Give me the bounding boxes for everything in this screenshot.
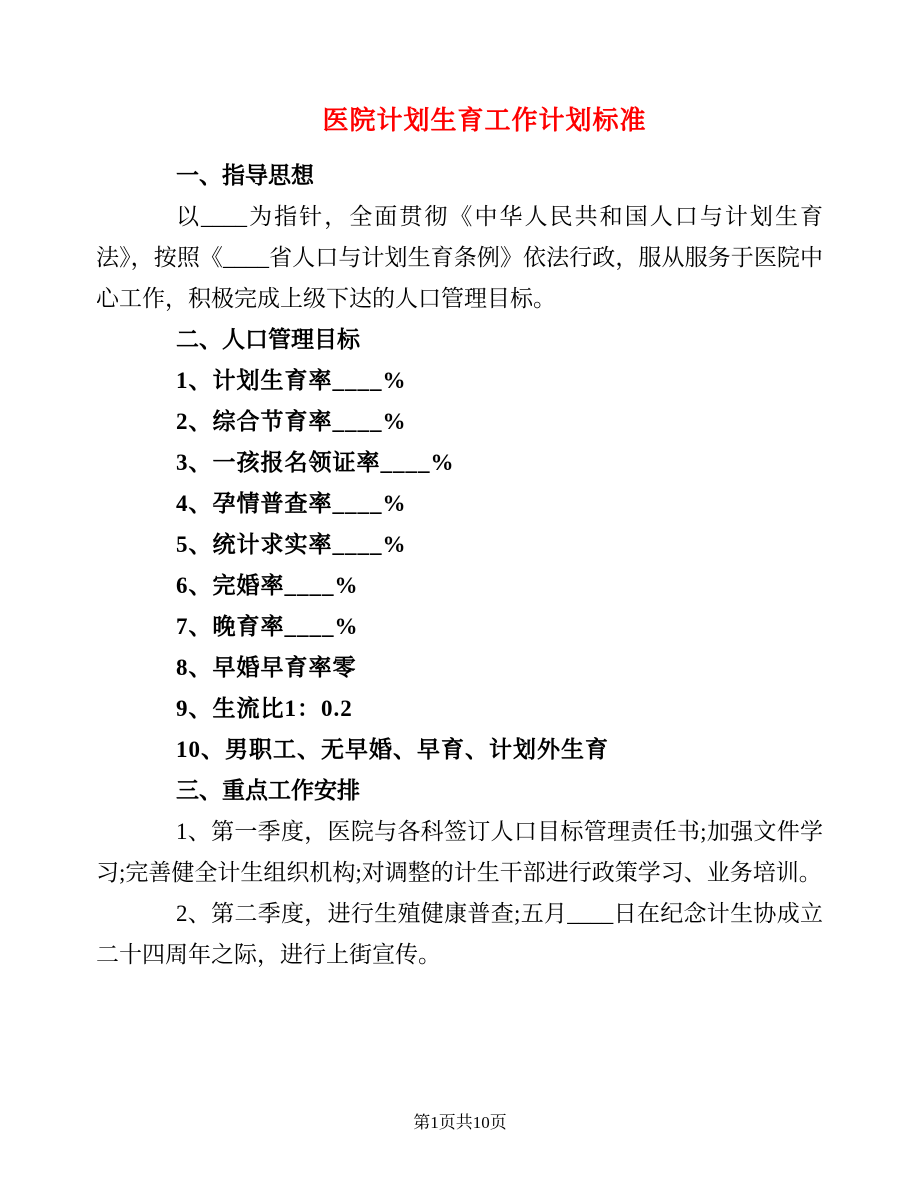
goal-item-5: 5、统计求实率____% bbox=[176, 532, 407, 557]
goal-item-7: 7、晚育率____% bbox=[176, 614, 359, 639]
document-title: 医院计划生育工作计划标准 bbox=[322, 106, 647, 135]
goal-item-4: 4、孕情普查率____% bbox=[176, 491, 407, 516]
page-number-footer: 第1页共10页 bbox=[413, 1113, 507, 1132]
paragraph-guiding-ideology: 以____为指针，全面贯彻《中华人民共和国人口与计划生育法》，按照《____省人口与计划生育条例》依法行政，服从服务于医院中心工作，积极完成上级下达的人口管理目标。 bbox=[96, 204, 823, 311]
section-heading-population-goals: 二、人口管理目标 bbox=[176, 327, 360, 352]
goal-item-10: 10、男职工、无早婚、早育、计划外生育 bbox=[176, 737, 609, 762]
goal-item-3: 3、一孩报名领证率____% bbox=[176, 450, 455, 475]
goal-item-2: 2、综合节育率____% bbox=[176, 409, 407, 434]
paragraph-second-quarter: 2、第二季度，进行生殖健康普查;五月____日在纪念计生协成立二十四周年之际，进行上街宣传。 bbox=[96, 901, 823, 967]
goal-item-1: 1、计划生育率____% bbox=[176, 368, 407, 393]
goal-item-9: 9、生流比1：0.2 bbox=[176, 696, 353, 721]
goal-item-8: 8、早婚早育率零 bbox=[176, 655, 357, 680]
section-heading-guiding-ideology: 一、指导思想 bbox=[176, 163, 314, 188]
paragraph-first-quarter: 1、第一季度，医院与各科签订人口目标管理责任书;加强文件学习;完善健全计生组织机构;对调整的计生干部进行政策学习、业务培训。 bbox=[96, 819, 823, 885]
section-heading-key-work-arrangement: 三、重点工作安排 bbox=[176, 778, 360, 803]
goal-item-6: 6、完婚率____% bbox=[176, 573, 359, 598]
document-body bbox=[96, 155, 823, 975]
